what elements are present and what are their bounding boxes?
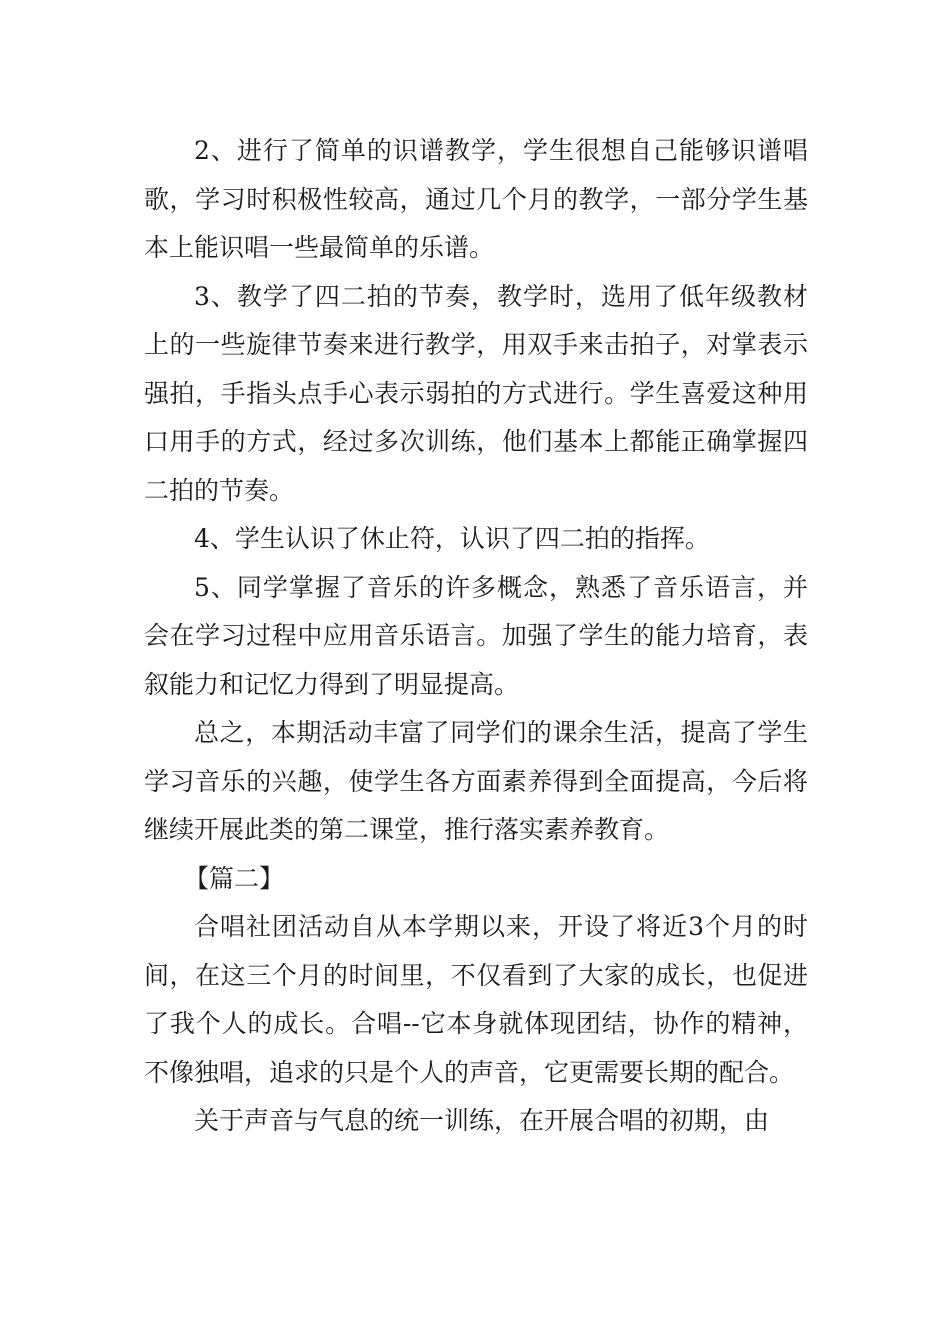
- paragraph-choir-intro: 合唱社团活动自从本学期以来，开设了将近3个月的时间，在这三个月的时间里，不仅看到了大家的成长，也促进了我个人的成长。合唱--它本身就体现团结，协作的精神，不像独唱，追求的只是个人的声音，它更需要长期的配合。: [144, 912, 808, 1087]
- paragraph-rest-symbol: 4、学生认识了休止符，认识了四二拍的指挥。: [194, 524, 710, 553]
- paragraph-rhythm: 3、教学了四二拍的节奏，教学时，选用了低年级教材上的一些旋律节奏来进行教学，用双手来击拍子，对掌表示强拍，手指头点手心表示弱拍的方式进行。学生喜爱这种用口用手的方式，经过多次训练，他们基本上都能正确掌握四二拍的节奏。: [144, 281, 808, 505]
- section-heading: 【篇二】: [184, 863, 285, 893]
- document-body: [144, 127, 808, 1146]
- paragraph-sight-reading: 2、进行了简单的识谱教学，学生很想自己能够识谱唱歌，学习时积极性较高，通过几个月的教学，一部分学生基本上能识唱一些最简单的乐谱。: [144, 136, 808, 262]
- paragraph-music-concepts: 5、同学掌握了音乐的许多概念，熟悉了音乐语言，并会在学习过程中应用音乐语言。加强了学生的能力培育，表叙能力和记忆力得到了明显提高。: [144, 572, 808, 699]
- paragraph-breath-training: 关于声音与气息的统一训练，在开展合唱的初期，由: [194, 1106, 770, 1135]
- paragraph-summary: 总之，本期活动丰富了同学们的课余生活，提高了学生学习音乐的兴趣，使学生各方面素养得到全面提高，今后将继续开展此类的第二课堂，推行落实素养教育。: [144, 718, 808, 844]
